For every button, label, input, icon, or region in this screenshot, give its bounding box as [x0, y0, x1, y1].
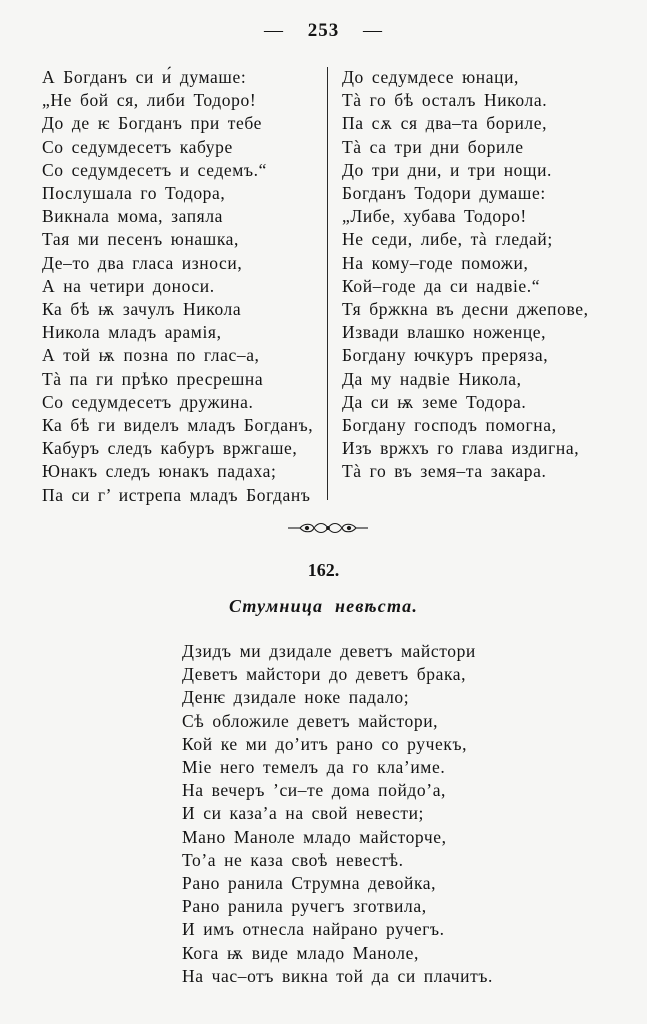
verse-line: Со седумдесетъ кабуре	[42, 136, 233, 157]
verse-line: До де ѥ Богданъ при тебе	[42, 113, 263, 134]
verse-line: Па сѫ ся два–та бориле,	[342, 113, 548, 134]
left-verse-column	[42, 66, 312, 507]
verse-line: Тя бржкна въ десни джепове,	[342, 299, 589, 320]
verse-line: Богданъ Тодори думаше:	[342, 183, 546, 204]
verse-line: Изъ вржхъ го глава издигна,	[342, 438, 580, 459]
poem-title: Стумница невѣста.	[228, 596, 419, 616]
verse-line: Тà го бѣ осталъ Никола.	[342, 90, 548, 111]
column-divider	[327, 67, 328, 500]
verse-line: Да си ѭ земе Тодора.	[342, 391, 527, 412]
verse-line: Кабуръ следъ кабуръ вржгаше,	[42, 438, 298, 459]
verse-line: Па си г’ истрепа младъ Богданъ	[42, 484, 311, 505]
verse-line: Денѥ дзидале ноке падало;	[182, 687, 410, 708]
page-header	[0, 20, 647, 42]
verse-line: Мано Маноле младо майсторче,	[182, 826, 447, 847]
verse-line: До три дни, и три нощи.	[342, 159, 553, 180]
verse-line: На кому–годе поможи,	[342, 252, 529, 273]
verse-line: Ка бѣ ги виделъ младъ Богданъ,	[42, 415, 314, 436]
verse-line: Кой–годе да си надвіе.“	[342, 275, 541, 296]
verse-line: Тà са три дни бориле	[342, 136, 524, 157]
verse-line: Ка бѣ ѭ зачулъ Никола	[42, 299, 242, 320]
verse-line: Де–то два гласа износи,	[42, 252, 243, 273]
verse-line: А той ѭ позна по глас–а,	[42, 345, 260, 366]
verse-line: На вечеръ ’си–те дома пойдо’а,	[182, 780, 447, 801]
verse-line: „Либе, хубава Тодоро!	[342, 206, 527, 227]
verse-line: Со седумдесетъ дружина.	[42, 391, 254, 412]
verse-line: Да му надвіе Никола,	[342, 368, 522, 389]
verse-line: Викнала мома, запяла	[42, 206, 224, 227]
verse-line: Дзидъ ми дзидале деветъ майстори	[182, 641, 476, 661]
verse-line: Тà го въ земя–та закара.	[342, 461, 547, 482]
verse-line: И имъ отнесла найрано ручегъ.	[182, 919, 445, 940]
verse-line: До седумдесе юнаци,	[342, 67, 520, 87]
poem-verse-block	[182, 640, 602, 988]
verse-line: А Богданъ си и́ думаше:	[42, 67, 247, 87]
verse-line: А на четири доноси.	[42, 275, 215, 296]
verse-line: И си каза’а на свой невести;	[182, 803, 425, 824]
header-dash-right: —	[363, 20, 383, 41]
verse-line: Тая ми песенъ юнашка,	[42, 229, 240, 250]
verse-line: Богдану господъ помогна,	[342, 415, 557, 436]
verse-line: На час–отъ викна той да си плачитъ.	[182, 965, 493, 986]
verse-line: Рано ранила Струмна девойка,	[182, 873, 437, 894]
verse-line: Со седумдесетъ и седемъ.“	[42, 159, 267, 180]
verse-line: Деветъ майстори до деветъ брака,	[182, 664, 467, 685]
poem-number: 162.	[307, 560, 340, 580]
verse-line: Кой ке ми до’итъ рано со ручекъ,	[182, 733, 468, 754]
right-verse-column	[342, 66, 632, 484]
verse-line: То’а не каза своѣ невестѣ.	[182, 849, 404, 870]
verse-line: Сѣ обложиле деветъ майстори,	[182, 710, 439, 731]
verse-line: Послушала го Тодора,	[42, 183, 226, 204]
verse-line: Кога ѭ виде младо Маноле,	[182, 942, 419, 963]
verse-line: Извади влашко ноженце,	[342, 322, 547, 343]
verse-line: Никола младъ арамія,	[42, 322, 222, 343]
verse-line: Міе него темелъ да го кла’име.	[182, 757, 446, 778]
verse-line: „Не бой ся, либи Тодоро!	[42, 90, 257, 111]
decorative-ornament-icon	[288, 520, 368, 536]
header-dash-left: —	[264, 20, 284, 41]
verse-line: Рано ранила ручегъ зготвила,	[182, 896, 427, 917]
verse-line: Богдану ючкуръ преряза,	[342, 345, 549, 366]
verse-line: Юнакъ следъ юнакъ падаха;	[42, 461, 277, 482]
verse-line: Тà па ги прѣко пресрешна	[42, 368, 264, 389]
page-number: 253	[307, 20, 340, 41]
verse-line: Не седи, либе, тà гледай;	[342, 229, 553, 250]
